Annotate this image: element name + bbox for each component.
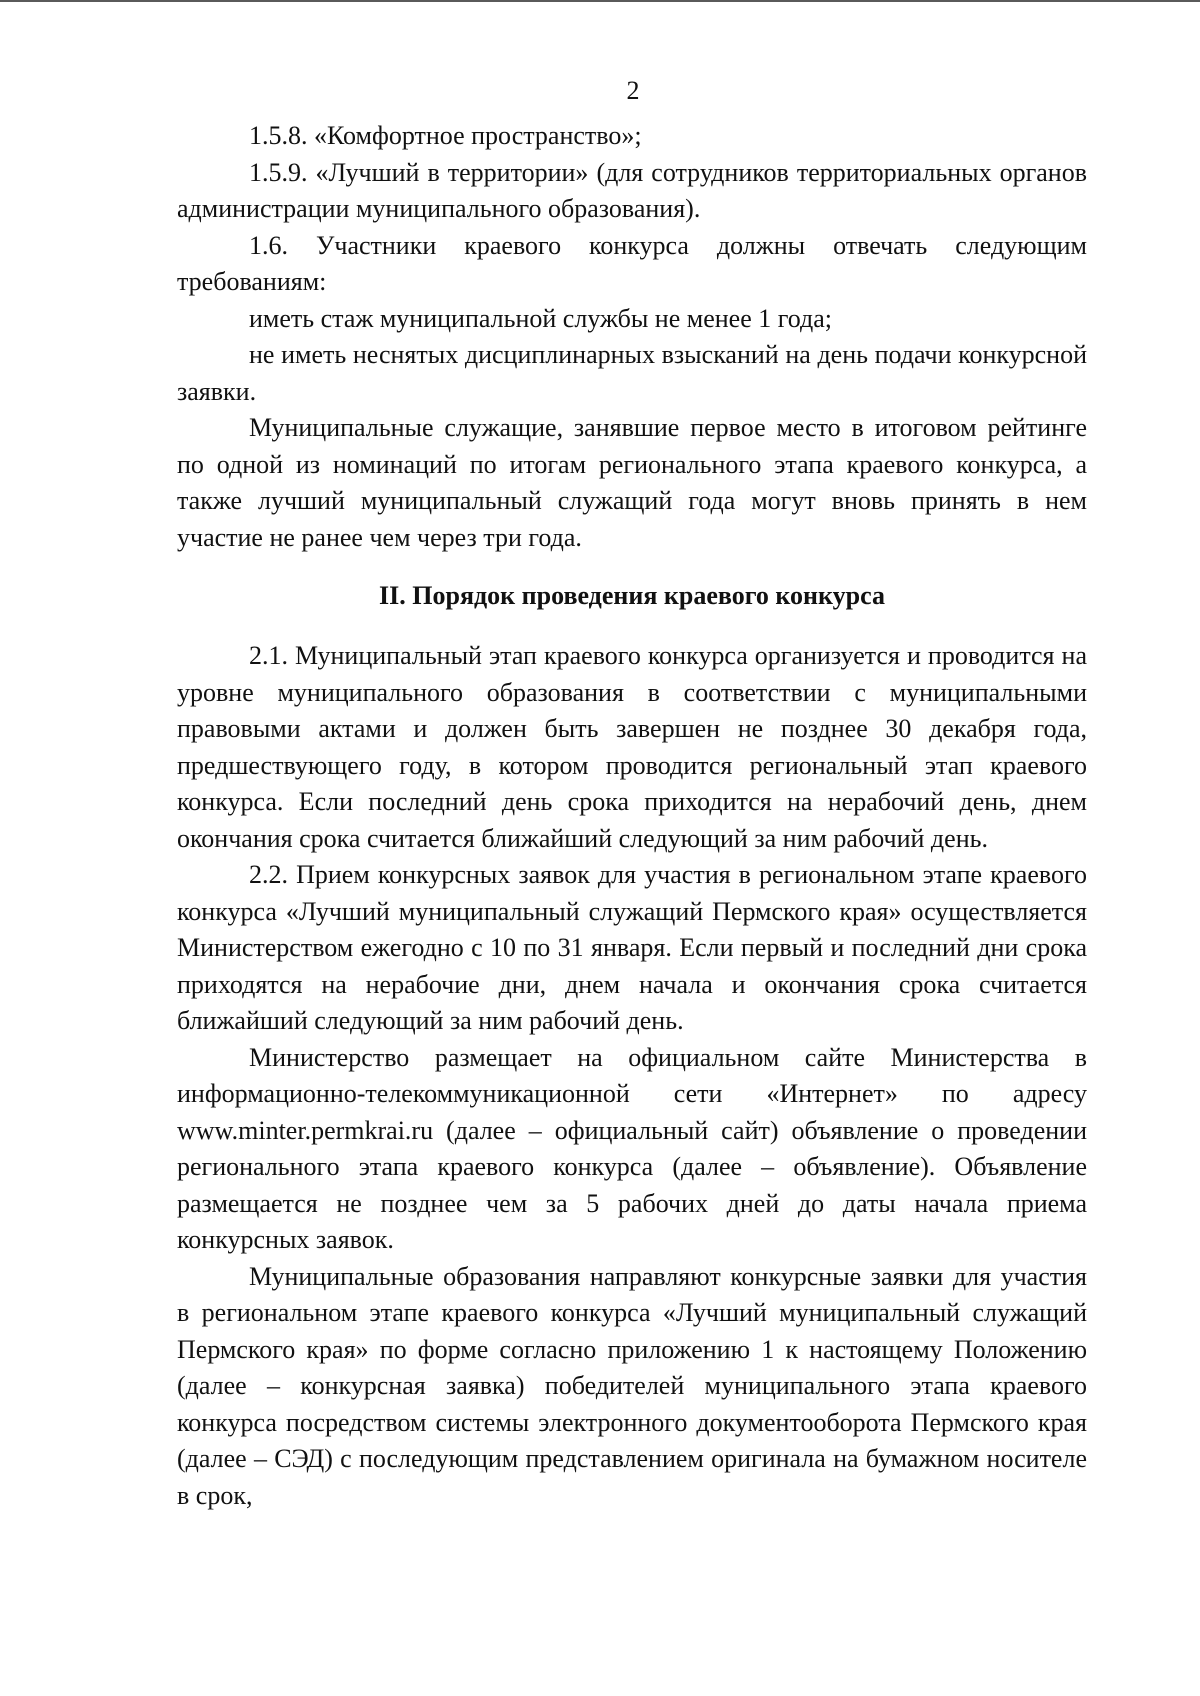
paragraph-announcement: Министерство размещает на официальном сайте Министерства в информационно-телекоммуникационной сети «Интернет» по адресу www.minter.permkrai.ru (далее – официальный сайт) объявление о проведении регионального этапа краевого конкурса (далее – объявление). Объявление размещается не позднее чем за 5 рабочих дней до даты начала приема конкурсных заявок. (177, 1042, 1087, 1254)
paragraph-1-5-8: 1.5.8. «Комфортное пространство»; (249, 121, 642, 150)
section-1-continued (177, 118, 1087, 556)
paragraph-2-1: 2.1. Муниципальный этап краевого конкурса организуется и проводится на уровне муниципального образования в соответствии с муниципальными правовыми актами и должен быть завершен не позднее 30 декабря года, предшествующего году, в котором проводится региональный этап краевого конкурса. Если последний день срока приходится на нерабочий день, днем окончания срока считается ближайший следующий за ним рабочий день. (177, 641, 1087, 853)
requirement-no-penalties: не иметь неснятых дисциплинарных взысканий на день подачи конкурсной заявки. (177, 340, 1087, 406)
paragraph-1-6: 1.6. Участники краевого конкурса должны отвечать следующим требованиям: (177, 230, 1087, 296)
paragraph-1-5-9: 1.5.9. «Лучший в территории» (для сотрудников территориальных органов администрации муниципального образования). (177, 157, 1087, 223)
section-2-body (177, 638, 1087, 1514)
paragraph-2-2: 2.2. Прием конкурсных заявок для участия в региональном этапе краевого конкурса «Лучший муниципальный служащий Пермского края» осуществляется Министерством ежегодно с 10 по 31 января. Если первый и последний дни срока приходятся на нерабочие дни, днем начала и окончания срока считается ближайший следующий за ним рабочий день. (177, 860, 1087, 1035)
section-2-heading: II. Порядок проведения краевого конкурса (379, 581, 885, 610)
page-number: 2 (626, 76, 640, 105)
paragraph-applications: Муниципальные образования направляют конкурсные заявки для участия в региональном этапе краевого конкурса «Лучший муниципальный служащий Пермского края» по форме согласно приложению 1 к настоящему Положению (далее – конкурсная заявка) победителей муниципального этапа краевого конкурса посредством системы электронного документооборота Пермского края (далее – СЭД) с последующим представлением оригинала на бумажном носителе в срок, (177, 1261, 1087, 1510)
scan-top-edge (0, 0, 1200, 2)
paragraph-repeat-participation: Муниципальные служащие, занявшие первое место в итоговом рейтинге по одной из номинаций по итогам регионального этапа краевого конкурса, а также лучший муниципальный служащий года могут вновь принять в нем участие не ранее чем через три года. (177, 413, 1087, 552)
requirement-service-length: иметь стаж муниципальной службы не менее 1 года; (249, 303, 832, 333)
